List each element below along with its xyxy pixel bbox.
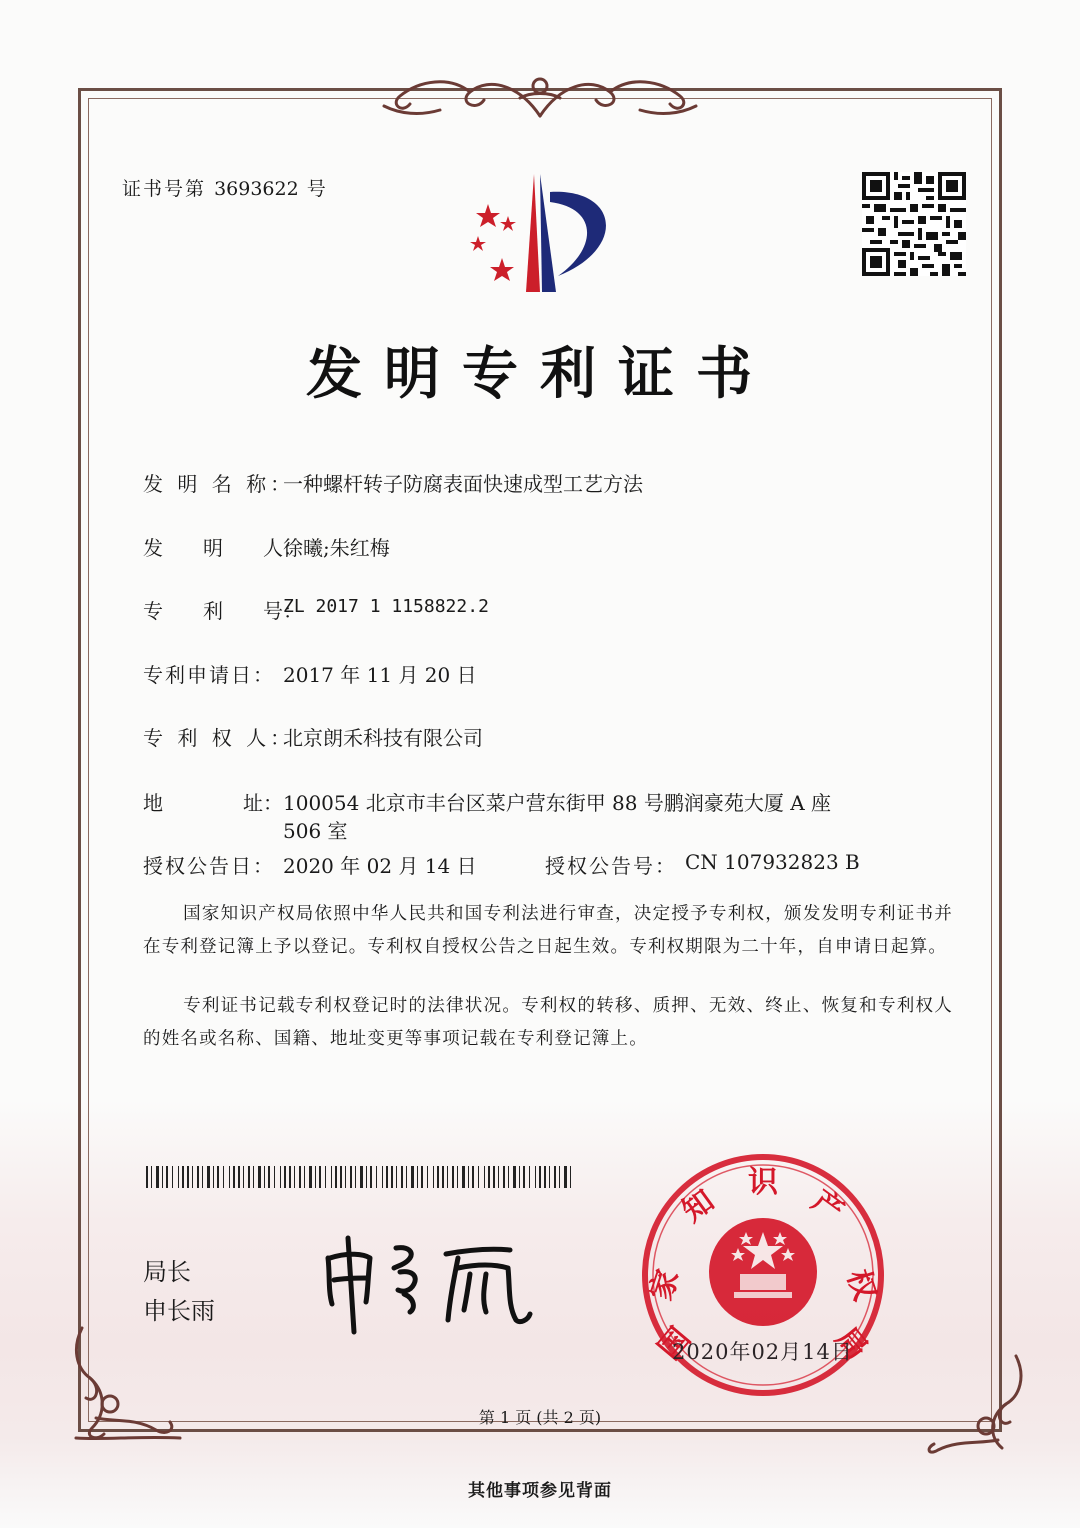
- svg-text:识: 识: [748, 1165, 778, 1200]
- svg-text:权: 权: [839, 1265, 883, 1305]
- inventor-label: 发 明 人：: [143, 536, 303, 560]
- logo-blue-blade: [540, 174, 556, 292]
- svg-text:产: 产: [805, 1183, 851, 1230]
- patent-number-label: 专 利 号：: [143, 599, 303, 623]
- address-line2: 506 室: [283, 819, 348, 843]
- logo-blue-arc: [550, 192, 606, 276]
- svg-text:国: 国: [651, 1321, 698, 1367]
- grant-date-label: 授权公告日：: [143, 854, 275, 878]
- patent-number-value: ZL 2017 1 1158822.2: [283, 596, 489, 617]
- filing-date-label: 专利申请日：: [143, 663, 275, 687]
- logo-red-blade: [526, 174, 540, 292]
- body-paragraph-1-text: 国家知识产权局依照中华人民共和国专利法进行审查，决定授予专利权，颁发发明专利证书并在专利登记簿上予以登记。专利权自授权公告之日起生效。专利权期限为二十年，自申请日起算。: [143, 904, 953, 957]
- svg-text:知: 知: [675, 1183, 721, 1230]
- body-paragraph-2: [143, 990, 953, 1056]
- seal-emblem: [709, 1218, 817, 1326]
- filing-date-value: 2017 年 11 月 20 日: [283, 663, 477, 687]
- certificate-number: [122, 174, 328, 201]
- patentee-label: 专 利 权 人：: [143, 726, 295, 750]
- handwritten-signature: [318, 1228, 548, 1338]
- certificate-number-label: 证书号第: [122, 178, 207, 200]
- address-line1: 100054 北京市丰台区菜户营东街甲 88 号鹏润豪苑大厦 A 座: [283, 791, 832, 815]
- bottom-left-ornament: [66, 1318, 186, 1448]
- director-name: 申长雨: [143, 1297, 215, 1325]
- cnipa-logo: [458, 168, 628, 296]
- body-paragraph-1: [143, 898, 953, 964]
- top-ornament: [380, 66, 700, 124]
- svg-text:家: 家: [643, 1265, 687, 1305]
- certificate-number-suffix: 号: [306, 178, 328, 200]
- footer-note: 其他事项参见背面: [468, 1481, 612, 1501]
- grant-number-value: CN 107932823 B: [685, 850, 860, 874]
- svg-text:局: 局: [828, 1321, 875, 1367]
- seal-date: 2020年02月14日: [672, 1340, 853, 1364]
- logo-stars: [470, 204, 516, 281]
- invention-name-value: 一种螺杆转子防腐表面快速成型工艺方法: [283, 472, 643, 496]
- grant-number-label: 授权公告号：: [545, 854, 677, 878]
- address-label: 地 址：: [143, 791, 283, 815]
- grant-date-value: 2020 年 02 月 14 日: [283, 854, 477, 878]
- page-number: 第 1 页 (共 2 页): [478, 1408, 602, 1427]
- qr-code: [862, 172, 966, 276]
- certificate-title: 发明专利证书: [306, 341, 774, 407]
- certificate-number-value: 3693622: [214, 178, 299, 200]
- invention-name-label: 发 明 名 称：: [143, 472, 295, 496]
- director-title: 局长: [143, 1258, 191, 1286]
- body-paragraph-2-text: 专利证书记载专利权登记时的法律状况。专利权的转移、质押、无效、终止、恢复和专利权人的姓名或名称、国籍、地址变更等事项记载在专利登记簿上。: [143, 996, 953, 1049]
- barcode: [146, 1166, 576, 1188]
- inventor-value: 徐曦;朱红梅: [283, 536, 390, 560]
- patentee-value: 北京朗禾科技有限公司: [283, 726, 483, 750]
